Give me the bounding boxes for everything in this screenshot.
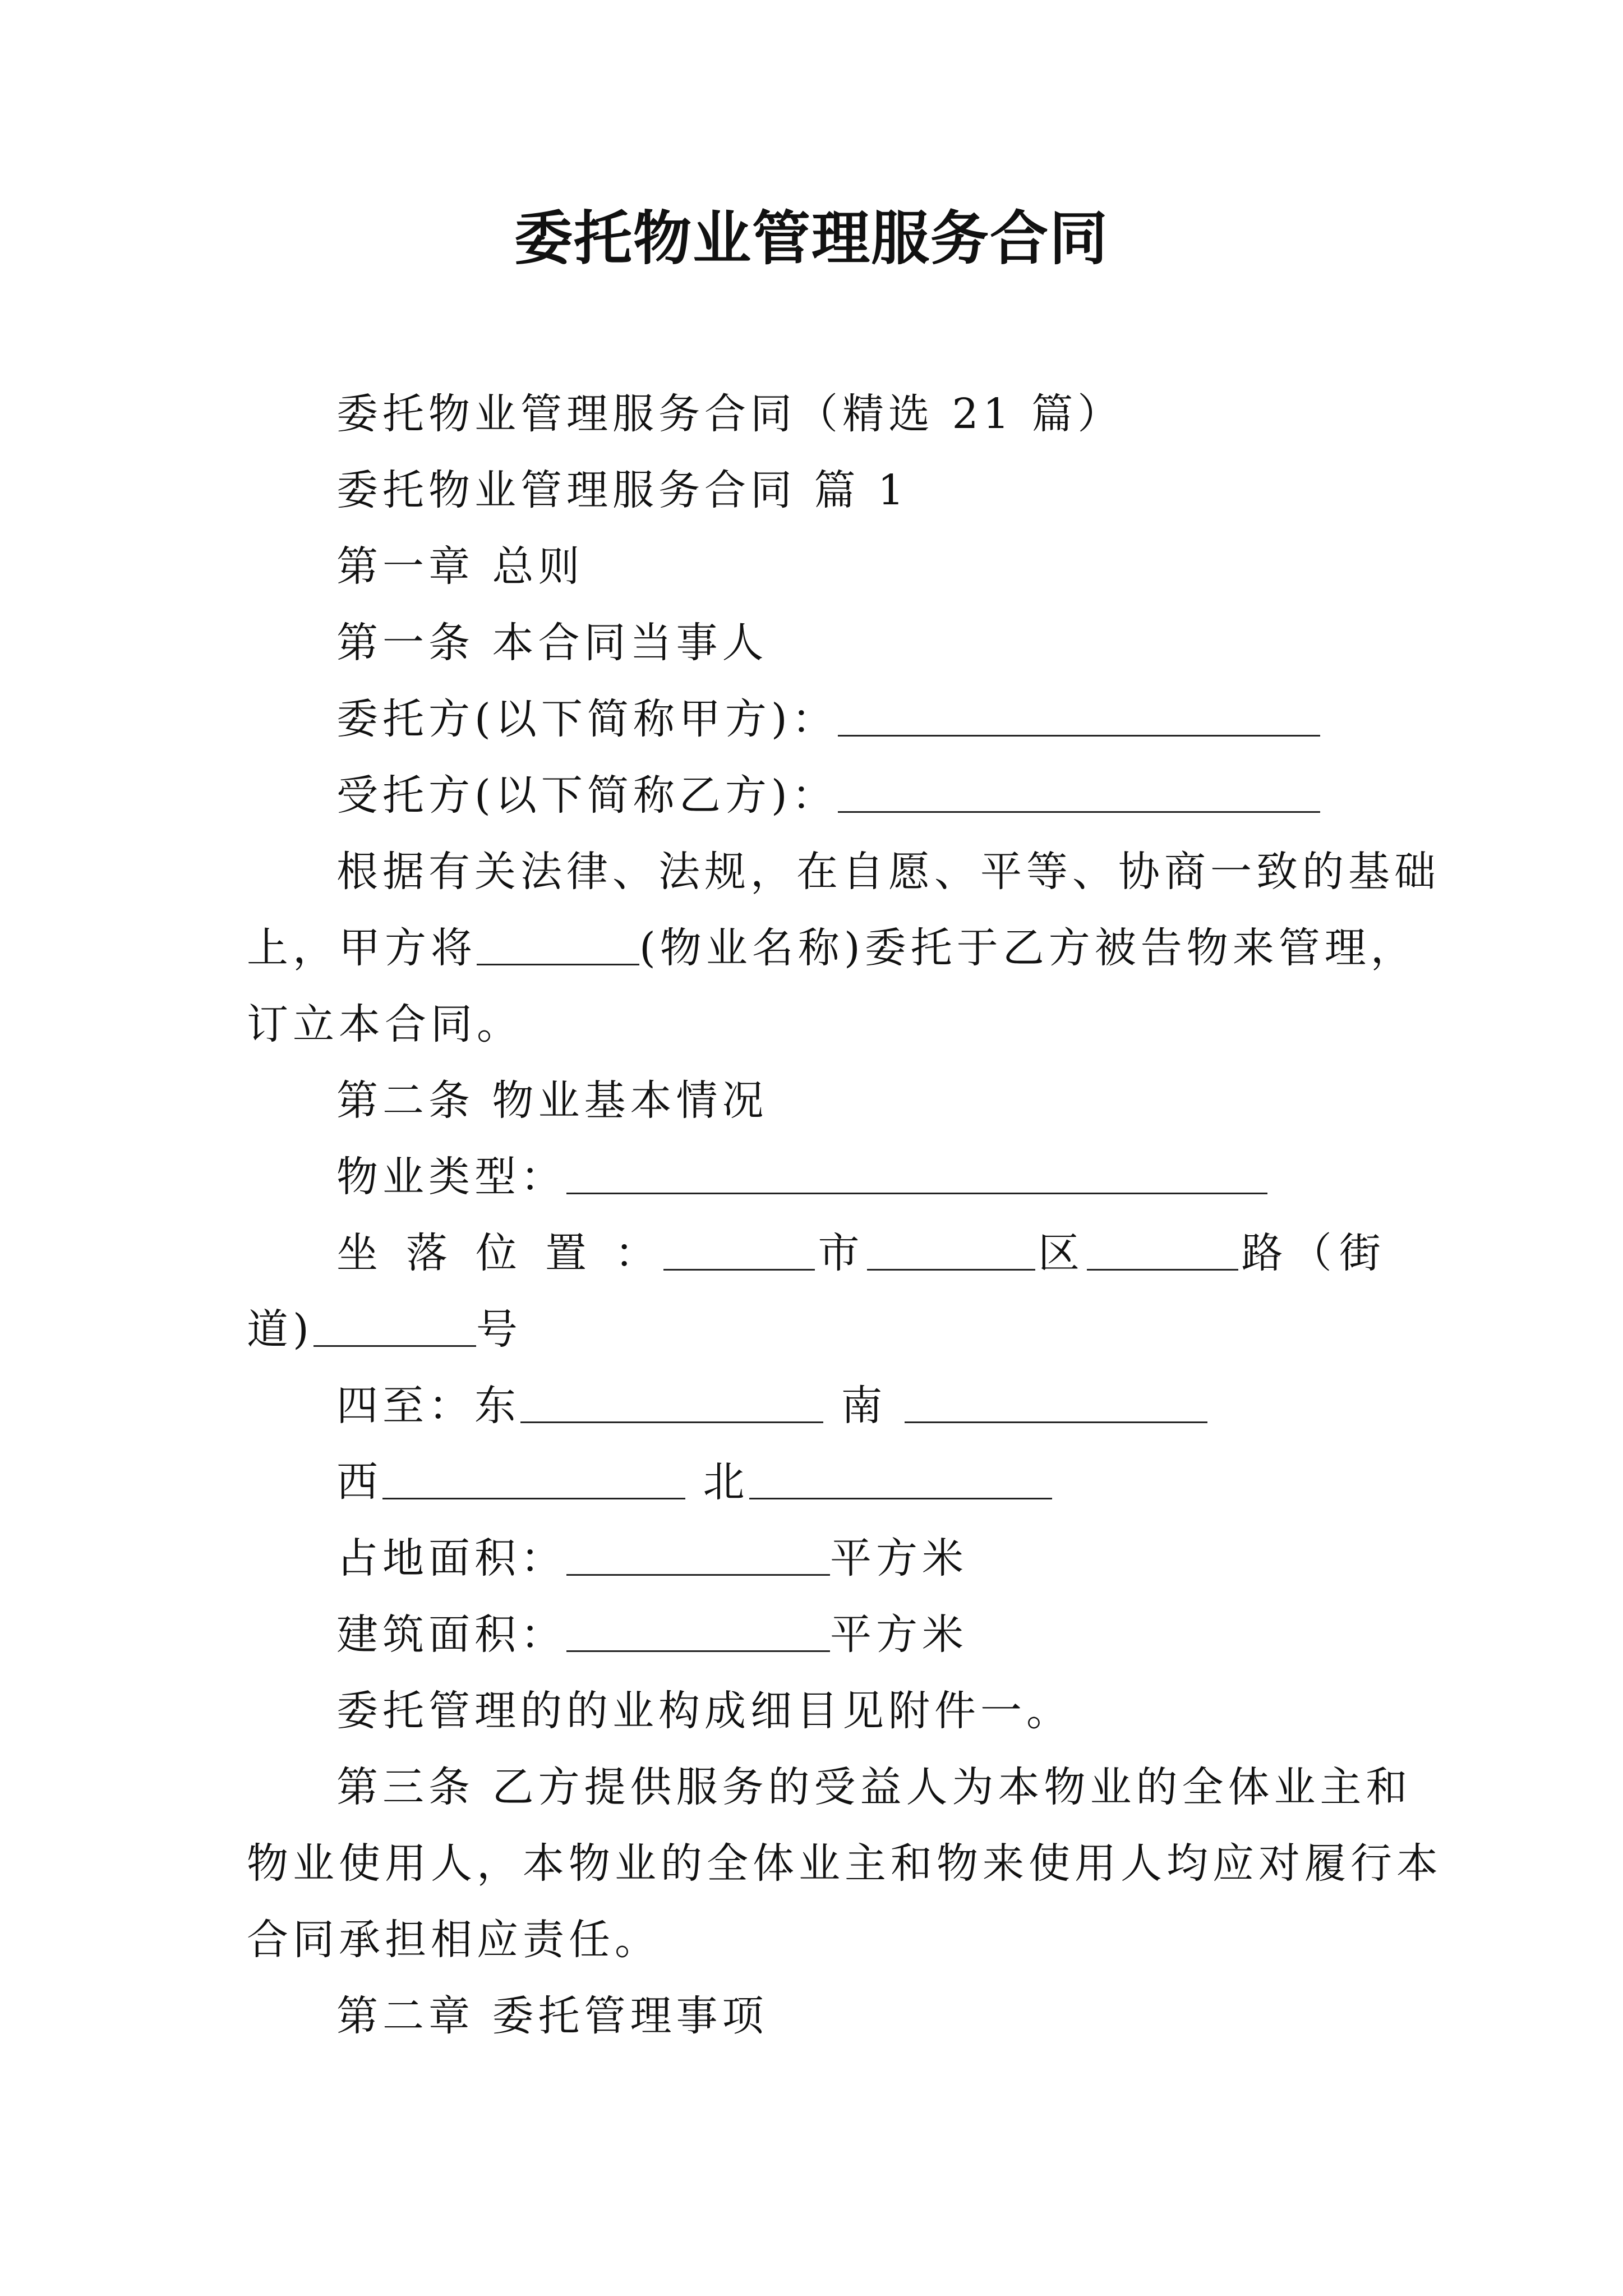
paragraph-2-line-1: 第三条 乙方提供服务的受益人为本物业的全体业主和 bbox=[336, 1763, 1412, 1811]
property-type-blank bbox=[566, 1149, 1267, 1194]
boundary-west-label: 西 bbox=[336, 1458, 382, 1506]
building-area-unit: 平方米 bbox=[830, 1611, 968, 1659]
boundary-north-label: 北 bbox=[703, 1458, 749, 1506]
party-b-blank bbox=[838, 767, 1320, 813]
location-label: 坐 落 位 置 ： bbox=[336, 1229, 664, 1277]
paragraph-1-line-1: 根据有关法律、法规，在自愿、平等、协商一致的基础 bbox=[336, 848, 1440, 896]
paragraph-1-line-2 bbox=[247, 910, 1417, 986]
building-area-label: 建筑面积： bbox=[336, 1611, 566, 1659]
location-city: 市 bbox=[815, 1229, 867, 1277]
location-district: 区 bbox=[1035, 1229, 1087, 1277]
text-line-collection-title: 委托物业管理服务合同（精选 21 篇） bbox=[336, 390, 1124, 438]
city-blank bbox=[663, 1225, 815, 1271]
text-line-article-1: 第一条 本合同当事人 bbox=[336, 619, 768, 667]
building-area-blank bbox=[566, 1607, 830, 1652]
party-b-label: 受托方(以下简称乙方)： bbox=[336, 771, 838, 820]
location-road: 路（街 bbox=[1238, 1229, 1386, 1277]
party-b-row bbox=[247, 757, 1385, 834]
property-type-row bbox=[247, 1139, 1385, 1215]
land-area-row bbox=[247, 1520, 1385, 1596]
location-street: 道) bbox=[247, 1305, 313, 1354]
east-blank bbox=[520, 1378, 823, 1423]
land-area-unit: 平方米 bbox=[830, 1534, 968, 1582]
land-area-blank bbox=[566, 1530, 830, 1576]
land-area-label: 占地面积： bbox=[336, 1534, 566, 1582]
boundary-south-label: 南 bbox=[841, 1382, 887, 1430]
party-a-row bbox=[247, 681, 1385, 757]
location-row-2 bbox=[247, 1291, 1385, 1368]
text-line-annex-note: 委托管理的的业构成细目见附件一。 bbox=[336, 1687, 1072, 1735]
paragraph-2-line-3: 合同承担相应责任。 bbox=[247, 1916, 661, 1964]
location-row-1 bbox=[247, 1215, 1385, 1291]
west-blank bbox=[382, 1454, 685, 1499]
paragraph-2-line-2: 物业使用人，本物业的全体业主和物来使用人均应对履行本 bbox=[247, 1839, 1442, 1888]
document-title: 委托物业管理服务合同 bbox=[514, 204, 1109, 273]
text-line-chapter-heading: 委托物业管理服务合同 篇 1 bbox=[336, 466, 909, 514]
text-line-chapter-2: 第二章 委托管理事项 bbox=[336, 1992, 768, 2040]
text-line-article-2: 第二条 物业基本情况 bbox=[336, 1076, 768, 1125]
north-blank bbox=[749, 1454, 1052, 1499]
property-name-blank bbox=[477, 920, 639, 965]
text-line-chapter-1: 第一章 总则 bbox=[336, 542, 584, 591]
party-a-label: 委托方(以下简称甲方)： bbox=[336, 695, 838, 743]
south-blank bbox=[905, 1378, 1207, 1423]
party-a-blank bbox=[838, 691, 1320, 737]
district-blank bbox=[867, 1225, 1035, 1271]
road-blank bbox=[1087, 1225, 1238, 1271]
boundary-east-label: 四至：东 bbox=[336, 1382, 520, 1430]
building-area-row bbox=[247, 1596, 1385, 1673]
boundary-row-2 bbox=[247, 1444, 1385, 1520]
document-body bbox=[247, 376, 1442, 2054]
location-number: 号 bbox=[476, 1305, 522, 1354]
paragraph-1-text-b: (物业名称)委托于乙方被告物来管理， bbox=[639, 924, 1417, 972]
number-blank bbox=[313, 1301, 476, 1347]
boundary-row-1 bbox=[247, 1368, 1385, 1444]
paragraph-1-text-a: 上，甲方将 bbox=[247, 924, 477, 972]
property-type-label: 物业类型： bbox=[336, 1153, 566, 1201]
paragraph-1-line-3: 订立本合同。 bbox=[247, 1000, 523, 1048]
